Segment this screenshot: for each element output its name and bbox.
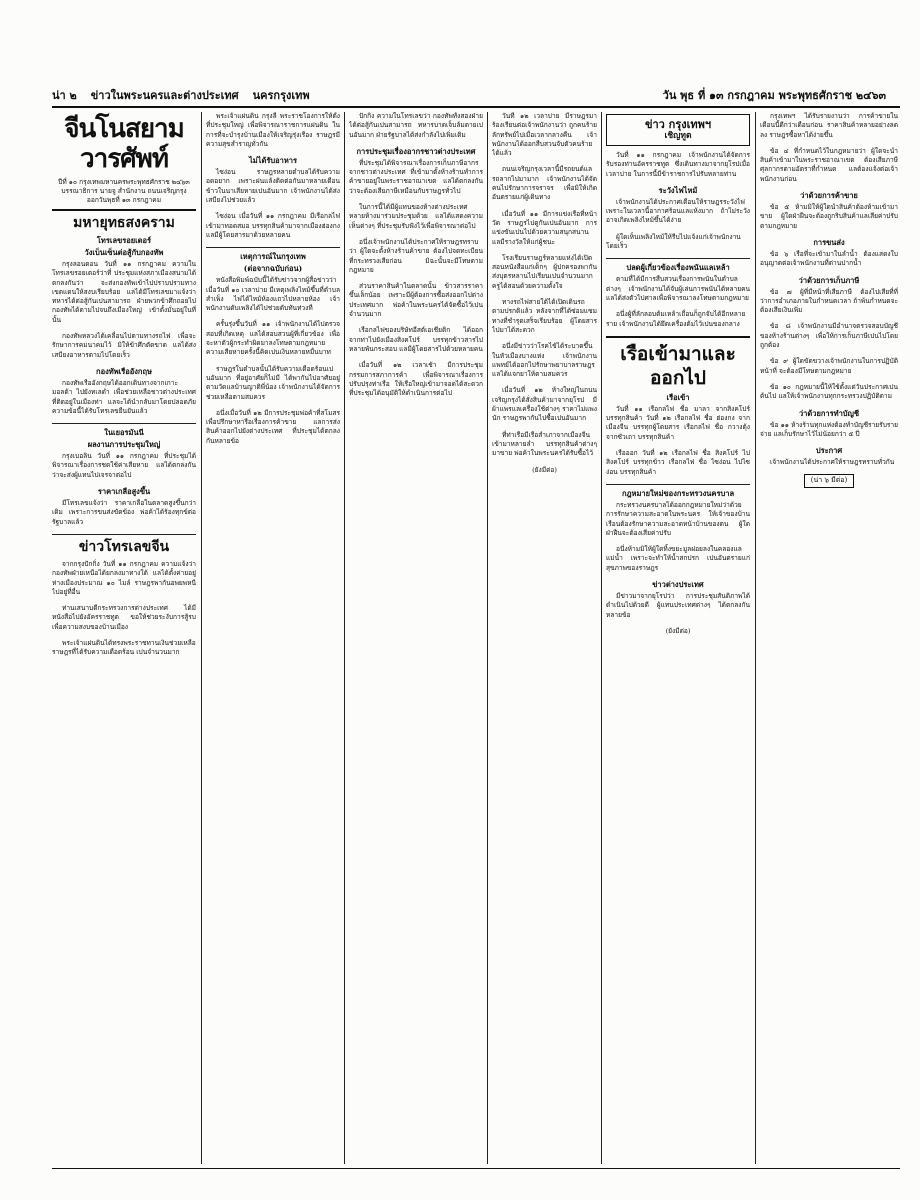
section-title: ข่าวในพระนครและต่างประเทศ <box>90 89 239 102</box>
divider <box>52 534 196 535</box>
article-text: กรุงเทพฯ ได้รับรายงานว่า การค้าขายในเดือนนี้ดีกว่าเดือนก่อน ราคาสินค้าหลายอย่างลดลง ราษฎรซื้อหาได้ง่ายขึ้น <box>760 112 898 139</box>
article-text: จากกรุงปักกิ่ง วันที่ ๑๑ กรกฎาคม ความแจ้งว่า กองทัพฝ่ายเหนือได้ยกลงมาทางใต้ แลได้ตั้งค่ายอยู่ห่างเมืองประมาณ ๑๐ ไมล์ ราษฎรพากันอพยพหนีไปอยู่ที่อื่น <box>52 559 196 596</box>
column-divider <box>201 112 202 1164</box>
article-text: ข้อ ๖ เรือที่จะเข้ามาในลำน้ำ ต้องแสดงใบอนุญาตต่อเจ้าพนักงานที่ด่านปากน้ำ <box>760 249 898 268</box>
divider <box>52 423 196 424</box>
subheading: ว่าด้วยการค้าขาย <box>800 191 858 201</box>
article-text: ในการนี้ได้มีผู้แทนของห้างต่างประเทศหลายห้างมาร่วมประชุมด้วย แลได้แสดงความเห็นต่างๆ ที่ประชุมรับฟังไว้เพื่อพิจารณาต่อไป <box>349 203 483 230</box>
column-1 <box>52 112 196 1164</box>
article-text: ที่ท่าเรือมีเรือสำเภาจากเมืองจีนเข้ามาหลายลำ บรรทุกสินค้าต่างๆ มาขาย พ่อค้าในพระนครได้รับซื้อไว้ <box>492 430 597 458</box>
ships-banner: เรือเข้ามาและออกไป <box>620 342 736 389</box>
page-number: น่า ๒ <box>52 89 77 102</box>
article-text: อนึ่งห้ามมิให้ผู้ใดทิ้งขยะมูลฝอยลงในคลองแลแม่น้ำ เพราะจะทำให้น้ำสกปรก เปนอันตรายแก่สุขภาพของราษฎร <box>606 545 750 572</box>
column-2 <box>206 112 340 1164</box>
article-text: กองทัพเรืออังกฤษได้ออกเดินทางจากเกาะมอลต้า ไปยังทเลดำ เพื่อช่วยเหลือชาวต่างประเทศที่ติดอยู่ในเมืองท่า แลจะได้นำกลับมาโดยปลอดภัย ความข้อนี้ได้รับโทรเลขยืนยันแล้ว <box>52 378 196 415</box>
column-divider <box>601 112 602 1164</box>
column-3 <box>349 112 483 1164</box>
city-label: นครกรุงเทพ <box>252 89 310 102</box>
article-text: กรุงเบอลิน วันที่ ๑๑ กรกฎาคม ที่ประชุมได้พิจารณาเรื่องการชดใช้ค่าเสียหาย แลได้ตกลงกันว่าจะส่งผู้แทนไปเจรจาต่อไป <box>52 452 196 479</box>
headline: ข่าวโทรเลขจีน <box>78 538 170 555</box>
ships-out-list: เรือออก วันที่ ๑๒ เรือกลไฟ ชื่อ สิงคโปร์ ไปสิงคโปร์ บรรทุกข้าว เรือกลไฟ ชื่อ ไซง่อน ไปไซง่อน บรรทุกสินค้า <box>606 449 750 476</box>
article-text: หนังสือพิมพ์ฉบับนี้ได้รับข่าวจากผู้สื่อข่าวว่า เมื่อวันที่ ๑๐ เวลาบ่าย มีเหตุเพลิงไหม้ขึ้นที่ตำบลสำเพ็ง ไฟได้ไหม้ห้องแถวไปหลายห้อง เจ้าพนักงานดับเพลิงได้ไปช่วยดับทันท่วงที <box>206 276 340 313</box>
article-text: โรงเรียนราษฎร์หลายแห่งได้เปิดสอนหนังสือแก่เด็กๆ ผู้ปกครองพากันส่งบุตรหลานไปเรียนเปนจำนวนมาก ครูได้สอนด้วยความตั้งใจ <box>492 253 597 290</box>
subheading: วังเบ็นเซ็นต่อสู้กับกองทัพ <box>84 248 164 257</box>
article-text: มีข่าวมาจากยุโรปว่า การประชุมสันติภาพได้ดำเนินไปด้วยดี ผู้แทนประเทศต่างๆ ได้ตกลงกันหลายข้อ <box>606 592 750 619</box>
article-text: ข้อ ๗ ผู้ที่มีหน้าที่เสียภาษี ต้องไปเสียที่ที่ว่าการอำเภอภายในกำหนดเวลา ถ้าพ้นกำหนดจะต้องเสียเงินเพิ่ม <box>760 287 898 315</box>
article-text: วันที่ ๑๑ กรกฎาคม เจ้าพนักงานได้จัดการรับรองท่านอัครราชทูต ซึ่งเดินทางมาจากยุโรปเมื่อเวลาบ่าย ในการนี้มีข้าราชการไปรับหลายท่าน <box>606 151 750 178</box>
article-text: ข้อ ๑๑ ห้างร้านทุกแห่งต้องทำบัญชีรายรับรายจ่าย แลเก็บรักษาไว้ไม่น้อยกว่า ๕ ปี <box>760 420 898 438</box>
article-text: ไซง่อน เมื่อวันที่ ๑๑ กรกฎาคม มีเรือกลไฟเข้ามาทอดสมอ บรรทุกสินค้ามาจากเมืองฮ่องกง แลมีผู้โดยสารมาด้วยหลายคน <box>206 212 340 239</box>
article-text: ข้อ ๙ ผู้ใดขัดขวางเจ้าพนักงานในการปฏิบัติหน้าที่ จะต้องมีโทษตามกฎหมาย <box>760 357 898 375</box>
article-text: มีโทรเลขแจ้งว่า ราคาเกลือในตลาดสูงขึ้นกว่าเดิม เพราะการขนส่งขัดข้อง พ่อค้าได้ร้องทุกข์ต่อรัฐบาลแล้ว <box>52 499 196 526</box>
article-text: เมื่อวันที่ ๑๒ เวลาเช้า มีการประชุมกรรมการสภาการค้า เพื่อพิจารณาเรื่องการปรับปรุงท่าเรือ ให้เรือใหญ่เข้ามาจอดได้สะดวก ที่ประชุมได้อนุมัติให้ดำเนินการต่อไป <box>349 361 483 398</box>
article-text: ราษฎรในตำบลนั้นได้รับความเดือดร้อนเปนอันมาก ที่อยู่อาศัยก็ไม่มี ได้พากันไปอาศัยอยู่ตามวัดแลบ้านญาติพี่น้อง เจ้าพนักงานได้จัดการช่วยเหลือตามสมควร <box>206 364 340 401</box>
article-text: พระเจ้าแผ่นดิน กรุงลี พระราชโองการให้ตั้งที่ประชุมใหญ่ เพื่อพิจารณาราชการแผ่นดิน ในการที่จะบำรุงบ้านเมืองให้เจริญรุ่งเรือง ราษฎรมีความสุขสำราญทั่วกัน <box>206 112 340 148</box>
article-text: กระทรวงนครบาลได้ออกกฎหมายใหม่ว่าด้วยการรักษาความสะอาดในพระนคร ให้เจ้าของบ้านเรือนต้องรักษาความสะอาดหน้าบ้านของตน ผู้ใดฝ่าฝืนจะต้องเสียค่าปรับ <box>606 500 750 537</box>
news-subtitle: เชิญทูต <box>664 131 692 141</box>
article-text: เรือกลไฟของบริษัทอีสต์เอเชียติก ได้ออกจากท่าไปยังเมืองสิงคโปร์ บรรทุกข้าวสารไปหลายพันกระสอบ แลมีผู้โดยสารไปด้วยหลายคน <box>349 326 483 353</box>
article-text: พระเจ้าแผ่นดินได้ทรงพระราชทานเงินช่วยเหลือราษฎรที่ได้รับความเดือดร้อน เปนจำนวนมาก <box>52 639 196 657</box>
subheading: ระวังไฟไหม้ <box>658 185 698 195</box>
divider <box>606 258 750 259</box>
subheading: เหตุการณ์ในกรุงเทพ <box>240 252 306 262</box>
masthead-line: ปีที่ ๑๐ กรุงเทพมหานครพระพุทธศักราช ๒๔๖๓ <box>58 178 190 186</box>
subheading: การขนส่ง <box>813 237 845 247</box>
divider <box>52 209 196 211</box>
article-text: ข้อ ๕ ห้ามมิให้ผู้ใดนำสินค้าต้องห้ามเข้ามาขาย ผู้ใดฝ่าฝืนจะต้องถูกริบสินค้าแลเสียค่าปรับตามกฎหมาย <box>760 203 898 230</box>
subheading: ผลงานการประชุมใหญ่ <box>87 440 161 450</box>
column-divider <box>755 112 756 1164</box>
continued-note: (ยังมีต่อ) <box>532 465 557 474</box>
article-text: กองทัพหลวงได้เคลื่อนไปตามทางรถไฟ เพื่อจะรักษาการคมนาคมไว้ มิให้ข้าศึกตัดขาด แลได้ส่งเสบียงอาหารตามไปโดยเร็ว <box>52 332 196 359</box>
subheading: ว่าด้วยการเก็บภาษี <box>798 275 860 285</box>
column-divider <box>344 112 345 1164</box>
page-header <box>52 80 900 104</box>
divider <box>606 484 750 485</box>
subheading: ประกาศ <box>815 446 843 456</box>
article-text: เมื่อวันที่ ๑๒ ห้างใหญ่ในถนนเจริญกรุงได้สั่งสินค้ามาจากยุโรป มีผ้าแพรแลเครื่องใช้ต่างๆ ราคาไม่แพงนัก ราษฎรพากันไปซื้อเปนอันมาก <box>492 386 597 423</box>
article-text: เจ้าพนักงานได้ประกาศเตือนให้ราษฎรระวังไฟ เพราะในเวลานี้อากาศร้อนแลแห้งมาก ถ้าไม่ระวังอาจเกิดเพลิงไหม้ขึ้นได้ง่าย <box>606 197 750 225</box>
subheading: ไม่ได้รับอาหาร <box>248 156 298 166</box>
article-text: ข้อ ๑๐ กฎหมายนี้ให้ใช้ตั้งแต่วันประกาศเปนต้นไป แลให้เจ้าพนักงานทุกกระทรวงปฏิบัติตาม <box>760 382 898 401</box>
subheading: กฎหมายใหม่ของกระทรวงนครบาล <box>621 488 735 498</box>
article-text: ครั้นรุ่งขึ้นวันที่ ๑๑ เจ้าพนักงานได้ไปตรวจสอบที่เกิดเหตุ แลได้สอบสวนผู้ที่เกี่ยวข้อง เพื่อจะหาตัวผู้กระทำผิดมาลงโทษตามกฎหมาย ความเสียหายครั้งนี้คิดเปนเงินหลายหมื่นบาท <box>206 320 340 357</box>
article-text: อนึ่งเมื่อวันที่ ๑๒ มีการประชุมพ่อค้าที่สโมสร เพื่อปรึกษาหารือเรื่องการค้าขาย แลการส่งสินค้าออกไปยังต่างประเทศ ที่ประชุมได้ตกลงกันหลายข้อ <box>206 408 340 445</box>
issue-date: วัน พุธ ที่ ๑๓ กรกฎาคม พระพุทธศักราช ๒๔๖๓ <box>662 89 886 102</box>
column-divider <box>487 112 488 1164</box>
article-text: ตามที่ได้มีการสืบสวนเรื่องการพนันในตำบลต่างๆ เจ้าพนักงานได้จับผู้เล่นการพนันได้หลายคน แลได้ส่งตัวไปศาลเพื่อพิจารณาลงโทษตามกฎหมาย <box>606 275 750 302</box>
article-text: เจ้าพนักงานได้ประกาศให้ราษฎรทราบทั่วกัน <box>770 458 895 467</box>
subheading: ข่าวต่างประเทศ <box>652 580 704 590</box>
subheading: ราคาเกลือสูงขึ้น <box>97 487 151 497</box>
divider <box>606 336 750 338</box>
subheading: กองทัพเรืออังกฤษ <box>96 366 152 376</box>
article-text: เมื่อวันที่ ๑๑ มีการแข่งเรือที่หน้าวัด ราษฎรไปดูกันเปนอันมาก การแข่งขันเปนไปด้วยความสนุกสนาน แลมีรางวัลให้แก่ผู้ชนะ <box>492 209 597 246</box>
article-text: กรุงลอนดอน วันที่ ๑๑ กรกฎาคม ความในโทรเลขรอยเตอร์ว่าที่ ประชุมแห่งสภาเมืองสนามได้ตกลงกันว่า จะส่งกองทัพเข้าไปปราบปรามทางเขตแดนให้สงบเรียบร้อย แลได้มีโทรเลขมาแจ้งว่า ทหารได้ต่อสู้กันเปนสามารถ ฝ่ายพวกข้าศึกถอยไป กองทัพได้ตามไปจนถึงเมืองใหญ่ เข้าตั้งมั่นอยู่ในที่นั้น <box>52 260 196 324</box>
headline: มหายุทธสงคราม <box>73 215 175 231</box>
subheading: การประชุมเรื่องอากรชาวต่างประเทศ <box>356 146 476 156</box>
article-text: ข้อ ๘ เจ้าพนักงานมีอำนาจตรวจสอบบัญชีของห้างร้านต่างๆ เพื่อให้การเก็บภาษีเปนไปโดยถูกต้อง <box>760 322 898 350</box>
news-box-header <box>606 114 750 146</box>
subheading: ปลดผู้เกี่ยวข้องเรื่องพนันแลเหล้า <box>626 263 730 273</box>
continued-page-note: (น่า ๖ มีต่อ) <box>804 474 854 487</box>
column-5 <box>606 112 750 1164</box>
masthead-line: ออกวันพุธที่ ๑๓ กรกฎาคม <box>86 196 162 204</box>
article-text: วันที่ ๑๒ เวลาบ่าย มีราษฎรมาร้องเรียนต่อเจ้าพนักงานว่า ถูกคนร้ายลักทรัพย์ไปเมื่อเวลากลางคืน เจ้าพนักงานได้ออกสืบสวนจับตัวคนร้ายได้แล้ว <box>492 112 597 158</box>
news-title: ข่าว กรุงเทพฯ <box>644 118 712 131</box>
article-text: ส่วนราคาสินค้าในตลาดนั้น ข้าวสารราคาขึ้นเล็กน้อย เพราะมีผู้ต้องการซื้อส่งออกไปต่างประเทศมาก พ่อค้าในพระนครได้จัดซื้อไว้เปนจำนวนมาก <box>349 282 483 319</box>
article-text: ข้อ ๔ ที่กำหนดไว้ในกฎหมายว่า ผู้ใดจะนำสินค้าเข้ามาในพระราชอาณาเขต ต้องเสียภาษีศุลกากรตามอัตราที่กำหนด แลต้องแจ้งต่อเจ้าพนักงานก่อน <box>760 146 898 183</box>
masthead-title: จีนโนสยามวารศัพท์ <box>64 114 184 174</box>
masthead-line: บรรณาธิการ นายจู สำนักงาน ถนนเจริญกรุง <box>61 187 187 195</box>
ships-in-list: วันที่ ๑๑ เรือกลไฟ ชื่อ มาลา จากสิงคโปร์ บรรทุกสินค้า วันที่ ๑๒ เรือกลไฟ ชื่อ ฮ่องกง จากเมืองจีน บรรทุกผู้โดยสาร เรือกลไฟ ชื่อ กวางตุ้ง จากซัวเถา บรรทุกสินค้า <box>606 404 750 441</box>
column-6 <box>760 112 898 1164</box>
article-text: อนึ่งเจ้าพนักงานได้ประกาศให้ราษฎรทราบว่า ผู้ใดจะตั้งห้างร้านค้าขาย ต้องไปจดทะเบียนที่กระทรวงเสียก่อน มิฉะนั้นจะมีโทษตามกฎหมาย <box>349 237 483 274</box>
article-text: ทางรถไฟสายใต้ได้เปิดเดินรถตามปรกติแล้ว หลังจากที่ได้ซ่อมแซมทางที่ชำรุดเสร็จเรียบร้อย ผู้โดยสารไปมาได้สะดวก <box>492 298 597 334</box>
article-text: ถนนเจริญกรุงเวลานี้มีรถยนต์แลรถลากไปมามาก เจ้าพนักงานได้จัดคนไปรักษาการจราจร เพื่อมิให้เกิดอันตรายแก่ผู้เดินทาง <box>492 165 597 202</box>
article-text: ปักกิ่ง ความในโทรเลขว่า กองทัพทั้งสองฝ่ายได้ต่อสู้กันเปนสามารถ ทหารบาดเจ็บล้มตายเปนอันมาก ฝ่ายรัฐบาลได้ส่งกำลังไปเพิ่มเติม <box>349 112 483 139</box>
continued-note: (ยังมีต่อ) <box>665 626 691 635</box>
subheading: โทรเลขรอยเตอร์ <box>96 236 152 245</box>
subheading: เรือเข้า <box>666 392 690 402</box>
article-text: ที่ประชุมได้พิจารณาเรื่องการเก็บภาษีอากรจากชาวต่างประเทศ ที่เข้ามาตั้งห้างร้านทำการค้าขายอยู่ในพระราชอาณาเขต แลได้ตกลงกันว่าจะต้องเสียภาษีเหมือนกับราษฎรทั่วไป <box>349 158 483 195</box>
article-text: อนึ่งมีข่าวว่าโรคไข้ได้ระบาดขึ้นในหัวเมืองบางแห่ง เจ้าพนักงานแพทย์ได้ออกไปรักษาพยาบาลราษฎร แลได้แจกยาให้ตามสมควร <box>492 342 597 379</box>
subheading: ในเยอรมันนี <box>104 428 144 438</box>
article-text: อนึ่งผู้ที่ลักลอบต้มเหล้าเถื่อนก็ถูกจับได้อีกหลายราย เจ้าพนักงานได้ยึดเครื่องต้มไว้เปนของกลาง <box>606 310 746 328</box>
article-text: ผู้ใดเห็นเพลิงไหม้ให้รีบไปแจ้งแก่เจ้าพนักงานโดยเร็ว <box>606 232 741 251</box>
header-rule <box>52 106 900 108</box>
article-text: ท่านเสนาบดีกระทรวงการต่างประเทศ ได้มีหนังสือไปยังอัครราชทูต ขอให้ช่วยระงับการสู้รบ เพื่อความสงบของบ้านเมือง <box>52 604 196 631</box>
subheading: ว่าด้วยการทำบัญชี <box>798 408 860 418</box>
subheading: (ต่อจากฉบับก่อน) <box>243 264 303 274</box>
column-4 <box>492 112 597 1164</box>
footer-rule <box>52 1168 900 1169</box>
divider <box>206 247 340 248</box>
article-text: ไซง่อน ราษฎรหลายตำบลได้รับความอดอยาก เพราะฝนแล้งติดต่อกันมาหลายเดือน ข้าวในนาเสียหายเปนอันมาก เจ้าพนักงานได้ส่งเสบียงไปช่วยแล้ว <box>206 168 340 205</box>
